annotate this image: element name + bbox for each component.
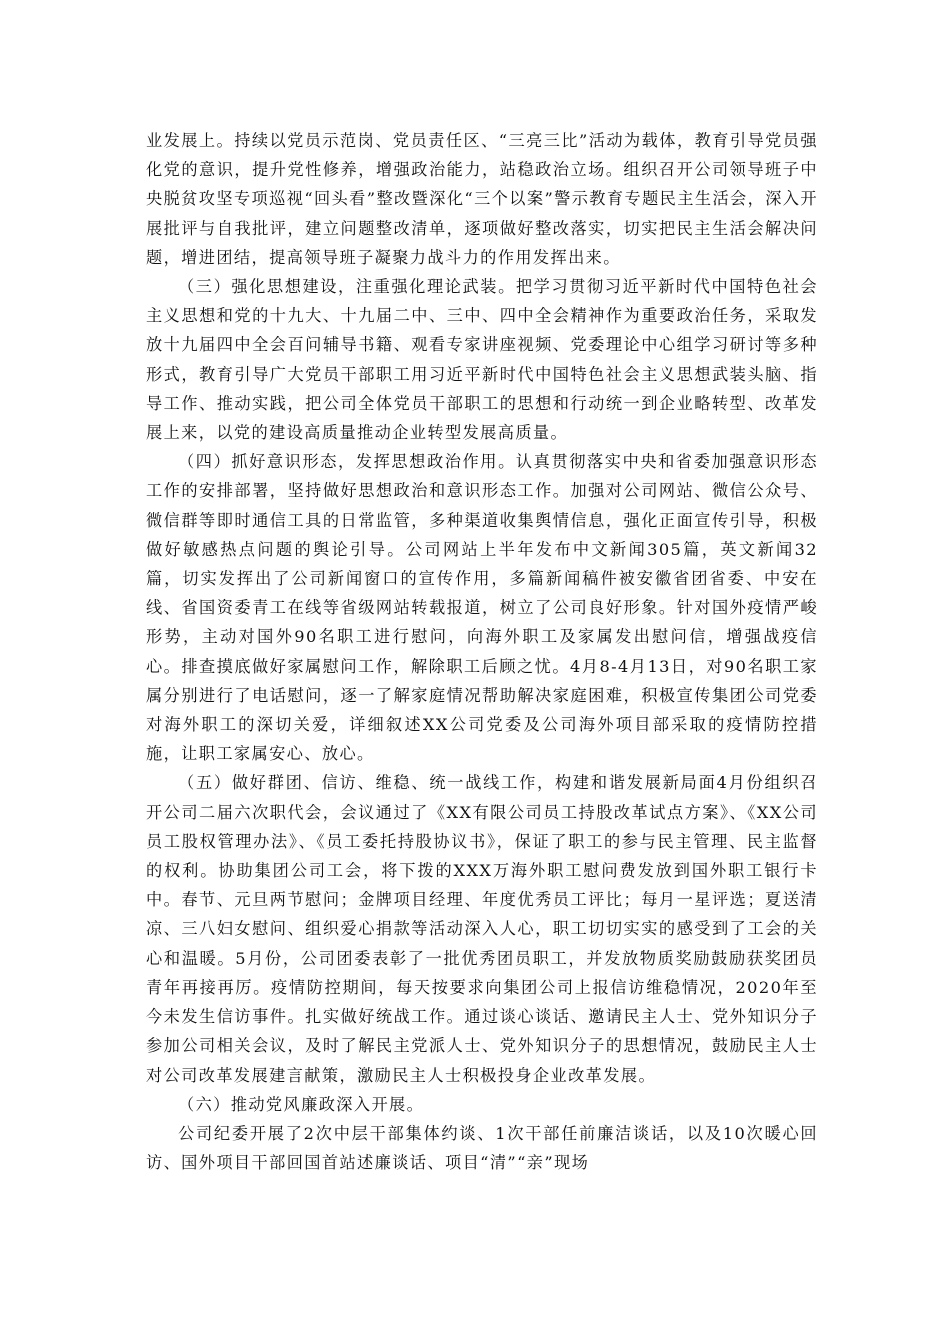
- paragraph-section-5: （五）做好群团、信访、维稳、统一战线工作，构建和谐发展新局面4月份组织召开公司二届六次职代会，会议通过了《XX有限公司员工持股改革试点方案》、《XX公司员工股权管理办法》、《员工委托持股协议书》，保证了职工的参与民主管理、民主监督的权利。协助集团公司工会，将下拨的XXX万海外职工慰问费发放到国外职工银行卡中。春节、元旦两节慰问；金牌项目经理、年度优秀员工评比；每月一星评选；夏送清凉、三八妇女慰问、组织爱心捐款等活动深入人心，职工切切实实的感受到了工会的关心和温暖。5月份，公司团委表彰了一批优秀团员职工，并发放物质奖励鼓励获奖团员青年再接再厉。疫情防控期间，每天按要求向集团公司上报信访维稳情况，2020年至今未发生信访事件。扎实做好统战工作。通过谈心谈话、邀请民主人士、党外知识分子参加公司相关会议，及时了解民主党派人士、党外知识分子的思想情况，鼓励民主人士对公司改革发展建言献策，激励民主人士积极投身企业改革发展。: [146, 773, 818, 1085]
- paragraph-continuation: 业发展上。持续以党员示范岗、党员责任区、“三亮三比”活动为载体，教育引导党员强化党的意识，提升党性修养，增强政治能力，站稳政治立场。组织召开公司领导班子中央脱贫攻坚专项巡视“回头看”整改暨深化“三个以案”警示教育专题民主生活会，深入开展批评与自我批评，建立问题整改清单，逐项做好整改落实，切实把民主生活会解决问题，增进团结，提高领导班子凝聚力战斗力的作用发挥出来。: [146, 131, 818, 267]
- paragraph-section-4: （四）抓好意识形态，发挥思想政治作用。认真贯彻落实中央和省委加强意识形态工作的安排部署，坚持做好思想政治和意识形态工作。加强对公司网站、微信公众号、微信群等即时通信工具的日常监管，多种渠道收集舆情信息，强化正面宣传引导，积极做好敏感热点问题的舆论引导。公司网站上半年发布中文新闻305篇，英文新闻32篇，切实发挥出了公司新闻窗口的宣传作用，多篇新闻稿件被安徽省团省委、中安在线、省国资委青工在线等省级网站转载报道，树立了公司良好形象。针对国外疫情严峻形势，主动对国外90名职工进行慰问，向海外职工及家属发出慰问信，增强战疫信心。排查摸底做好家属慰问工作，解除职工后顾之忧。4月8-4月13日，对90名职工家属分别进行了电话慰问，逐一了解家庭情况帮助解决家庭困难，积极宣传集团公司党委对海外职工的深切关爱，详细叙述XX公司党委及公司海外项目部采取的疫情防控措施，让职工家属安心、放心。: [146, 452, 818, 764]
- paragraph-section-6-heading: （六）推动党风廉政深入开展。: [178, 1094, 425, 1114]
- document-page: [146, 126, 818, 1177]
- paragraph-section-3: （三）强化思想建设，注重强化理论武装。把学习贯彻习近平新时代中国特色社会主义思想和党的十九大、十九届二中、三中、四中全会精神作为重要政治任务，采取发放十九届四中全会百问辅导书籍、观看专家讲座视频、党委理论中心组学习研讨等多种形式，教育引导广大党员干部职工用习近平新时代中国特色社会主义思想武装头脑、指导工作、推动实践，把公司全体党员干部职工的思想和行动统一到企业略转型、改革发展上来，以党的建设高质量推动企业转型发展高质量。: [146, 277, 818, 443]
- paragraph-section-6-body: 公司纪委开展了2次中层干部集体约谈、1次干部任前廉洁谈话，以及10次暖心回访、国外项目干部回国首站述廉谈话、项目“清”“亲”现场: [146, 1123, 818, 1173]
